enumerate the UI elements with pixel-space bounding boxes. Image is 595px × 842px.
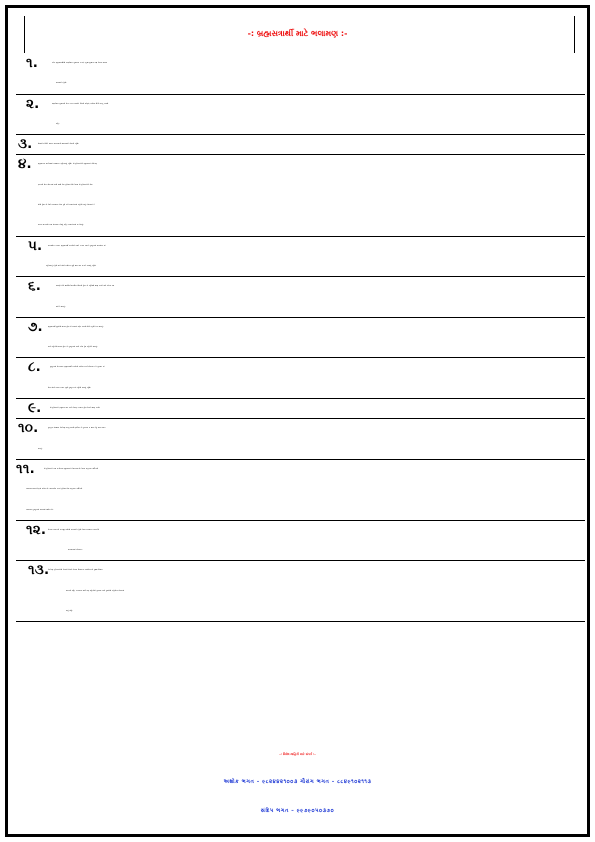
item-number: ૪. [18, 157, 32, 173]
item-number: ૭. [28, 319, 43, 335]
item-text-line: નહિ. [56, 123, 60, 125]
item-text-line: બાળસભામાં મોકલવા. [68, 550, 83, 552]
item-text-line: લઈને આવવું. [56, 306, 66, 308]
item-number: ૬. [28, 279, 42, 295]
item-text-line: મોબાઈલ વિગેરે સાધન સાચવવાની જવાબદારી પોતાની રહેશે. [38, 144, 80, 146]
item-text-line: જે હરિભક્તો બ્રહ્મસત્ર બાદ રાત્રી રોકાણ કરવાના હોય તેમને જાણ કરવી. [50, 408, 101, 410]
item-number: ૮. [28, 360, 41, 376]
item-text-line: આપણે કોઈ શારીરિક/માનસિક બિમારી હોય તો પહેલેથી જાણ કરવી અને યોગ્ય દવા [56, 286, 115, 288]
list-item [8, 521, 587, 562]
item-text-line: પ્રકારની સેવા સોપવામાં નથી આવી તેવા હરિભક્તોએ તેમજ જે હરિભક્તોને સેવા [38, 184, 93, 186]
list-item [8, 358, 587, 399]
item-text-line: જે હરિભક્તો બધા જ દિવસ બ્રહ્મસત્રમાં રોકાવવાના છે તેમના વાહનના પાર્કિંગની [44, 468, 99, 470]
item-number: ૨. [26, 96, 40, 112]
list-item [8, 561, 587, 622]
item-text-line: સોપી હોય તો તેમને સમયસર સેવા પૂરી કરી સભામંડપમાં પહોચી જવું. મેદાનમાં કે [38, 205, 95, 207]
item-text-line: અન્ય જગ્યાએ કથા સંભાળવા બેસવું નહિ. સભામંડપમાં જ બેસવું. [38, 225, 84, 227]
recommendation-notice [5, 5, 590, 837]
item-number: ૧૨. [26, 522, 47, 538]
item-text-line: લાવવાનો રહેશે. [56, 83, 67, 85]
item-number: ૧૩. [28, 563, 50, 579]
item-text-line: રાખવું. [38, 448, 43, 450]
item-text-line: અપડાઉન કરનાર બ્રહ્મસત્રાર્થી ભક્તોએ સવારે ૯:૦૦ કલાકે ગુરુકુલમાં સભામંડપ માં [48, 245, 106, 247]
contact-line-1: અશોક ભગત – ૯૮૨૪૪૨૧૦૦૩ ગૌરાંગ ભગત – ૮૮૪૯૧૦૨૧૧૩ [223, 779, 372, 785]
item-number: ૩. [18, 137, 33, 153]
item-text-line: બ્રહ્મસત્રાર્થી પુરૂષોએ શક્ય હોય તો સભામાં સફેદ ઝભ્ભો-લેંઘો પહરીને જ આવવું. [48, 326, 104, 328]
list-item [8, 419, 587, 460]
item-text-line: પહોંચવાનું રહેશે અને સાંજે કાર્યક્રમ પૂર્ણ થયા બાદ જ ઘરે જવાનું રહેશે. [46, 265, 97, 267]
item-text-line: વ્યવસ્થા ગુરુકુલમાં રાખવામાં આવેલ છે. [26, 509, 54, 511]
list-item [8, 277, 587, 318]
item-number: ૯. [28, 401, 42, 417]
list-item [8, 155, 587, 236]
item-text-line: જવું નહિ. [66, 611, 73, 613]
item-text-line: અને બહેનોએ શક્ય હોય તો ગુરુકુલમાં નક્કી કરેલ ડ્રેસ પહેરીને આવવું. [48, 347, 98, 349]
item-text-line: વ્યવસ્થા માનવકેન્દ્રમાં રાખેલ છે. અપડાઉન કરતાં હરિભક્તોના વાહનના પાર્કિંગની [26, 489, 83, 491]
notice-title: -: બ્રહ્મસત્રાર્થી માટે ભલામણ :- [247, 29, 348, 38]
contact-heading: -: વિશેષ માહિતી માટે સંપર્ક :- [279, 752, 316, 756]
item-number: ૧. [26, 56, 39, 71]
item-text-line: બદલવો નહિ. કામકાજ અર્થે પણ બહેનોએ પુરુષના અને પુરુષોએ બહેનોના ઉતારામાં [66, 590, 125, 592]
item-text-line: બ્રહ્મસત્રના કાર્યક્રમમાં સમયસર પહોંચવાનું રહેશે. જે હરિભક્તોને બ્રહ્મસત્રમાં કોઈપણ [38, 164, 97, 166]
recommendation-list [8, 54, 587, 622]
item-number: ૧૦. [18, 421, 39, 437]
list-item [8, 399, 587, 419]
list-item [8, 95, 587, 136]
item-text-line: રોજ સાંજે ૫:૦૦ કલાક સુધી ગુરુકુલ માં પહોંચી જવાનું રહેશે. [48, 387, 92, 389]
item-text-line: ગુરુકુલ સંસ્થાના કોઈપણ વસ્તુ-પદાર્થ-ફર્નીચર ને નુકસાન ન થાય તેનું ખાસ ધ્યાન [48, 428, 106, 430]
item-text-line: ગુરૂકુલમાં રોકાવનાર બ્રહ્મસત્રાર્થી ભક્તોએ તારીખ:-૦૯/૧૧/૨૦૨૩ ને ગુરુવાર નાં [50, 367, 105, 369]
list-item [8, 237, 587, 278]
list-item [8, 135, 587, 155]
item-text-line: જરૂરીયાત મુજબની રોકડ રકમ લાવવી. કિંમતી ઘરેણાં, દાગીના વિગેરે વસ્તુ લાવવી [52, 103, 109, 105]
item-number: ૧૧. [16, 461, 35, 477]
contact-line-2: સંદિપ ભગત – ૯૯૭૯૦૫૦૩૭૦ [260, 808, 335, 814]
list-item [8, 460, 587, 521]
list-item [8, 318, 587, 359]
list-item [8, 54, 587, 95]
item-number: ૫. [28, 238, 43, 254]
item-text-line: કોઈપણ હરિભક્તોએ પોતાનો ઉતારો ઉતારા વિભાગના સ્વયંસેવકને પૂછ્યા સિવાય [48, 570, 103, 572]
item-text-line: પોતાના બાળકની કાળજી વાલીએ રાખવાની રહેશે તેમજ સમયસર બાળકોને [48, 529, 100, 531]
item-text-line: દરેક બ્રહ્મસત્રાર્થીઓ જરૂરીયાત મુજબના કપડાં, પૂજા-પૂજાના વસ્ત્ર તેમજ સામાન [52, 63, 108, 64]
